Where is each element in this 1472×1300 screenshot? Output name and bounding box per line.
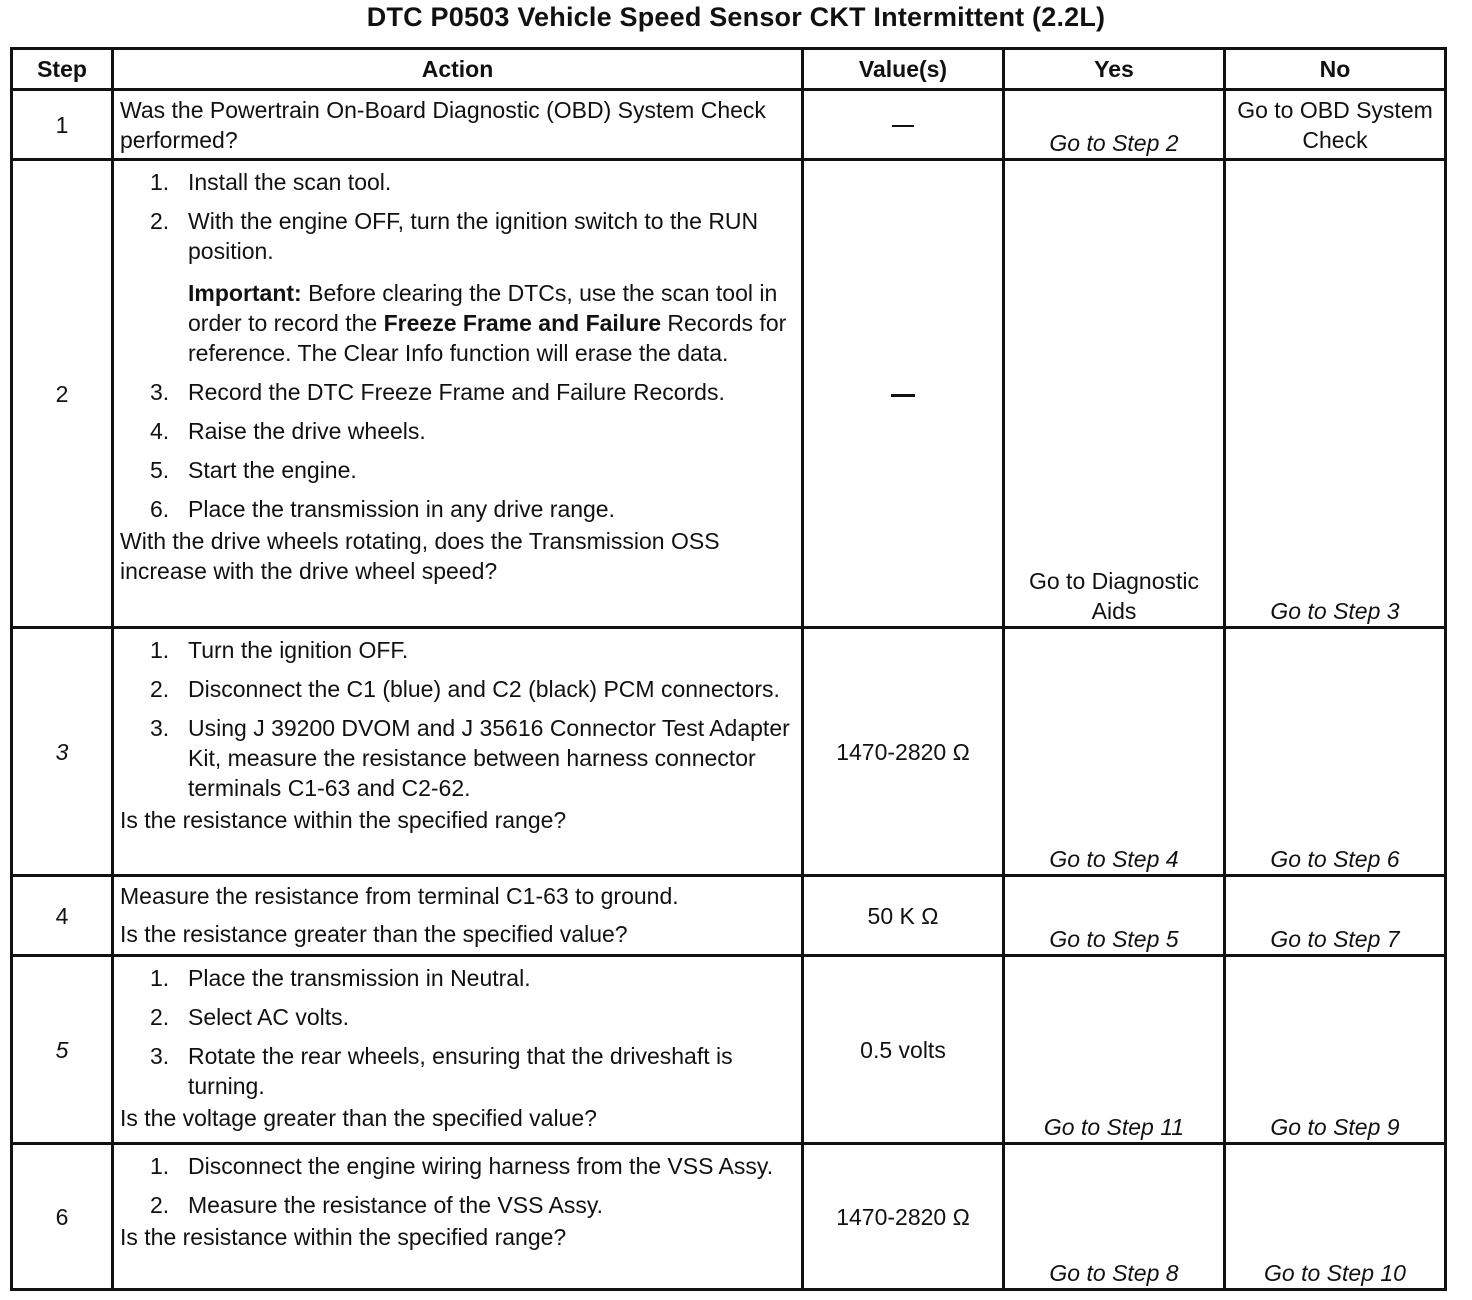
item-text: Disconnect the engine wiring harness from the VSS Assy. — [188, 1153, 774, 1179]
list-item — [120, 416, 795, 446]
item-number: 1. — [150, 169, 170, 195]
yes-cell: Go to Step 11 — [1004, 956, 1225, 1144]
item-text: Rotate the rear wheels, ensuring that the driveshaft is turning. — [188, 1043, 733, 1099]
item-text: Raise the drive wheels. — [188, 418, 426, 444]
table-row — [12, 876, 1446, 956]
item-number: 5. — [150, 457, 170, 483]
no-cell: Go to Step 9 — [1225, 956, 1446, 1144]
item-number: 1. — [150, 1153, 170, 1179]
table-row — [12, 1144, 1446, 1290]
item-text: Place the transmission in any drive range. — [188, 496, 615, 522]
list-item — [120, 206, 795, 266]
value-cell: 1470-2820 Ω — [803, 1144, 1004, 1290]
list-item — [120, 1151, 795, 1181]
note-emphasis: Freeze Frame and Failure — [383, 310, 661, 336]
item-number: 3. — [150, 715, 170, 741]
value-cell: 50 K Ω — [803, 876, 1004, 956]
yes-cell: Go to Step 4 — [1004, 628, 1225, 876]
no-cell: Go to Step 6 — [1225, 628, 1446, 876]
action-cell — [113, 876, 803, 956]
table-row — [12, 628, 1446, 876]
value-cell — [803, 90, 1004, 160]
no-cell: Go to Step 10 — [1225, 1144, 1446, 1290]
item-number: 2. — [150, 1004, 170, 1030]
header-action: Action — [113, 49, 803, 90]
yes-cell: Go to Diagnostic Aids — [1004, 160, 1225, 628]
list-item — [120, 494, 795, 524]
note-label: Important: — [188, 280, 302, 306]
yes-cell: Go to Step 2 — [1004, 90, 1225, 160]
action-cell — [113, 160, 803, 628]
item-text: Record the DTC Freeze Frame and Failure Records. — [188, 379, 725, 405]
list-item — [120, 455, 795, 485]
question-text: With the drive wheels rotating, does the Transmission OSS increase with the drive wheel speed? — [120, 528, 720, 584]
header-no: No — [1225, 49, 1446, 90]
step-number: 4 — [12, 876, 113, 956]
item-number: 3. — [150, 379, 170, 405]
value-cell: 1470-2820 Ω — [803, 628, 1004, 876]
list-item — [120, 167, 795, 197]
header-row — [12, 49, 1446, 90]
item-text: Measure the resistance of the VSS Assy. — [188, 1192, 604, 1218]
item-number: 6. — [150, 496, 170, 522]
item-number: 1. — [150, 965, 170, 991]
action-cell — [113, 90, 803, 160]
header-yes: Yes — [1004, 49, 1225, 90]
list-item — [120, 635, 795, 665]
procedure-list — [120, 167, 795, 266]
list-item — [120, 674, 795, 704]
step-number: 2 — [12, 160, 113, 628]
question-text: Was the Powertrain On-Board Diagnostic (OBD) System Check performed? — [120, 96, 766, 153]
item-number: 2. — [150, 208, 170, 234]
value-cell: 0.5 volts — [803, 956, 1004, 1144]
header-step: Step — [12, 49, 113, 90]
item-number: 3. — [150, 1043, 170, 1069]
note-text: Before clearing the DTCs, use the scan tool in order to record the — [188, 280, 778, 336]
list-item — [120, 1190, 795, 1220]
no-text: Go to OBD System Check — [1237, 96, 1433, 153]
item-text: Turn the ignition OFF. — [188, 637, 409, 663]
item-text: Place the transmission in Neutral. — [188, 965, 531, 991]
list-item — [120, 963, 795, 993]
question-text: Is the resistance greater than the specified value? — [120, 921, 628, 947]
diagnostic-table — [10, 47, 1447, 1291]
yes-cell: Go to Step 5 — [1004, 876, 1225, 956]
list-item — [120, 377, 795, 407]
procedure-list — [120, 963, 795, 1101]
procedure-list — [120, 635, 795, 803]
page-title: DTC P0503 Vehicle Speed Sensor CKT Intermittent (2.2L) — [366, 2, 1106, 32]
action-cell — [113, 1144, 803, 1290]
header-values: Value(s) — [803, 49, 1004, 90]
table-row — [12, 90, 1446, 160]
step-number: 5 — [12, 956, 113, 1144]
item-number: 2. — [150, 676, 170, 702]
step-number: 1 — [12, 90, 113, 160]
important-note — [120, 278, 795, 368]
action-cell — [113, 956, 803, 1144]
no-cell: Go to Step 7 — [1225, 876, 1446, 956]
no-cell — [1225, 90, 1446, 160]
step-number: 6 — [12, 1144, 113, 1290]
procedure-list — [120, 377, 795, 524]
item-text: With the engine OFF, turn the ignition switch to the RUN position. — [188, 208, 759, 264]
value-cell — [803, 160, 1004, 628]
no-cell: Go to Step 3 — [1225, 160, 1446, 628]
not-applicable-dash — [892, 125, 914, 127]
item-text: Using J 39200 DVOM and J 35616 Connector Test Adapter Kit, measure the resistance between harness connector terminals C1-63 and C2-62. — [188, 715, 790, 801]
question-text: Is the voltage greater than the specified value? — [120, 1105, 597, 1131]
item-number: 2. — [150, 1192, 170, 1218]
step-number: 3 — [12, 628, 113, 876]
note-text: Records for reference. The Clear Info function will erase the data. — [188, 310, 787, 366]
item-text: Install the scan tool. — [188, 169, 392, 195]
item-text: Select AC volts. — [188, 1004, 350, 1030]
question-text: Is the resistance within the specified range? — [120, 1224, 567, 1250]
item-number: 4. — [150, 418, 170, 444]
instruction-text: Measure the resistance from terminal C1-63 to ground. — [120, 883, 679, 909]
item-text: Start the engine. — [188, 457, 357, 483]
list-item — [120, 1002, 795, 1032]
list-item — [120, 1041, 795, 1101]
table-row — [12, 956, 1446, 1144]
item-text: Disconnect the C1 (blue) and C2 (black) PCM connectors. — [188, 676, 780, 702]
procedure-list — [120, 1151, 795, 1220]
table-row — [12, 160, 1446, 628]
not-applicable-dash — [891, 394, 915, 397]
action-cell — [113, 628, 803, 876]
yes-cell: Go to Step 8 — [1004, 1144, 1225, 1290]
list-item — [120, 713, 795, 803]
item-number: 1. — [150, 637, 170, 663]
question-text: Is the resistance within the specified range? — [120, 807, 567, 833]
